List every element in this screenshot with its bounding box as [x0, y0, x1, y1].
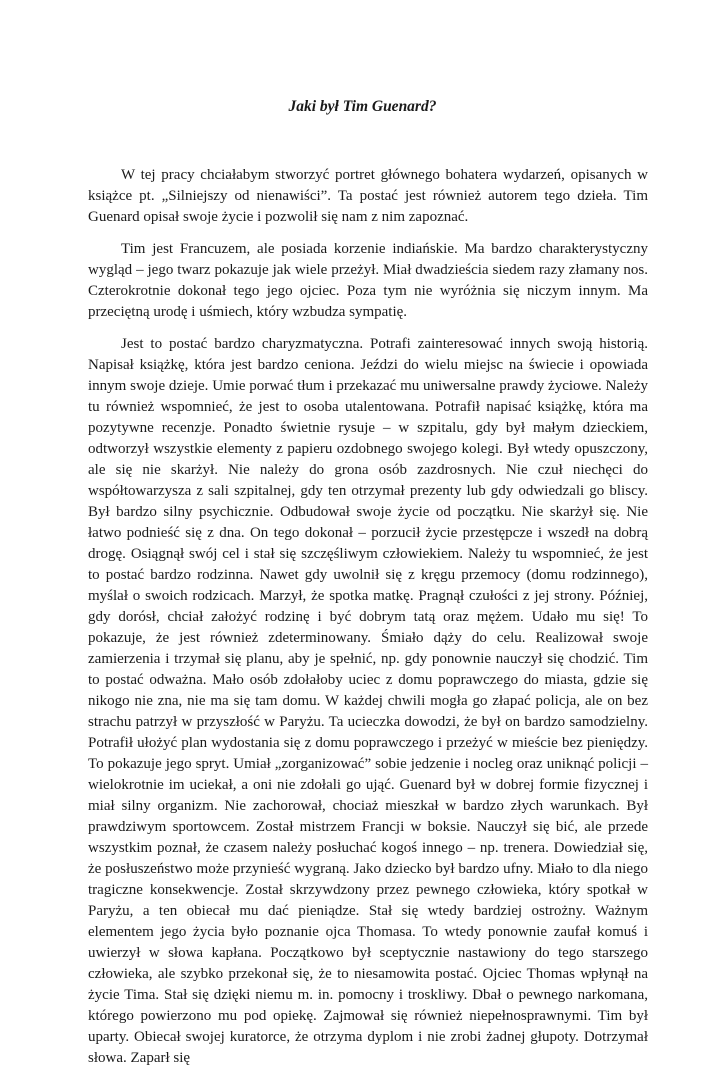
- paragraph-intro: W tej pracy chciałabym stworzyć portret głównego bohatera wydarzeń, opisanych w książce pt. „Silniejszy od nienawiści”. Ta postać jest również autorem tego dzieła. Tim Guenard opisał swoje życie i pozwolił się nam z nim zapoznać.: [88, 167, 648, 225]
- paragraph-appearance: Tim jest Francuzem, ale posiada korzenie indiańskie. Ma bardzo charakterystyczny wygląd – jego twarz pokazuje jak wiele przeżył. Miał dwadzieścia siedem razy złamany nos. Czterokrotnie dokonał tego jego ojciec. Poza tym nie wyróżnia się niczym innym. Ma przeciętną urodę i uśmiech, który wzbudza sympatię.: [88, 241, 648, 320]
- document-body: [88, 165, 648, 1080]
- paragraph-character: Jest to postać bardzo charyzmatyczna. Potrafi zainteresować innych swoją historią. Napisał książkę, która jest bardzo ceniona. Jeździ do wielu miejsc na świecie i opowiada innym swoje dzieje. Umie porwać tłum i przekazać mu uniwersalne prawdy życiowe. Należy tu również wspomnieć, że jest to osoba utalentowana. Potrafił napisać książkę, która ma pozytywne recenzje. Ponadto świetnie rysuje – w szpitalu, gdy był małym dzieckiem, odtworzył wszystkie elementy z papieru ozdobnego swojego kolegi. Był wtedy opuszczony, ale się nie skarżył. Nie należy do grona osób zazdrosnych. Nie czuł niechęci do współtowarzysza z sali szpitalnej, gdy ten otrzymał prezenty lub gdy odwiedzali go bliscy. Był bardzo silny psychicznie. Odbudował swoje życie od początku. Nie skarżył się. Nie łatwo podnieść się z dna. On tego dokonał – porzucił życie przestępcze i wszedł na dobrą drogę. Osiągnął swój cel i stał się szczęśliwym człowiekiem. Należy tu wspomnieć, że jest to postać bardzo rodzinna. Nawet gdy uwolnił się z kręgu przemocy (domu rodzinnego), myślał o swoich rodzicach. Marzył, że spotka matkę. Pragnął czułości z jej strony. Później, gdy dorósł, chciał założyć rodzinę i być dobrym tatą oraz mężem. Udało mu się! To pokazuje, że jest również zdeterminowany. Śmiało dąży do celu. Realizował swoje zamierzenia i trzymał się planu, aby je spełnić, np. gdy ponownie nauczył się chodzić. Tim to postać odważna. Mało osób zdołałoby uciec z domu poprawczego do miasta, gdzie się nikogo nie zna, nie ma się tam domu. W każdej chwili mogła go złapać policja, ale on bez strachu patrzył w przyszłość w Paryżu. Ta ucieczka dowodzi, że był on bardzo samodzielny. Potrafił ułożyć plan wydostania się z domu poprawczego i przeżyć w mieście bez pieniędzy. To pokazuje jego spryt. Umiał „zorganizować” sobie jedzenie i nocleg oraz uniknąć policji – wielokrotnie im uciekał, a oni nie zdołali go ująć. Guenard był w dobrej formie fizycznej i miał silny organizm. Nie zachorował, chociaż mieszkał w bardzo złych warunkach. Był prawdziwym sportowcem. Został mistrzem Francji w boksie. Nauczył się bić, ale przede wszystkim poznał, że czasem należy posłuchać kogoś innego – np. trenera. Dowiedział się, że posłuszeństwo może przynieść wygraną. Jako dziecko był bardzo ufny. Miało to dla niego tragiczne konsekwencje. Został skrzywdzony przez pewnego człowieka, który spotkał w Paryżu, a ten obiecał mu dać pieniądze. Stał się wtedy bardziej ostrożny. Ważnym elementem jego życia było poznanie ojca Thomasa. To wtedy ponownie zaufał komuś i uwierzył w słowa kapłana. Początkowo był sceptycznie nastawiony do tego starszego człowieka, ale szybko przekonał się, że to niesamowita postać. Ojciec Thomas wpłynął na życie Tima. Stał się dzięki niemu m. in. pomocny i troskliwy. Dbał o pewnego narkomana, którego powierzono mu pod opiekę. Zajmował się również niepełnosprawnymi. Tim był uparty. Obiecał swojej kuratorce, że otrzyma dyplom i nie zrobi żadnej głupoty. Dotrzymał słowa. Zaparł się: [88, 336, 648, 1066]
- document-title: Jaki był Tim Guenard?: [288, 98, 437, 115]
